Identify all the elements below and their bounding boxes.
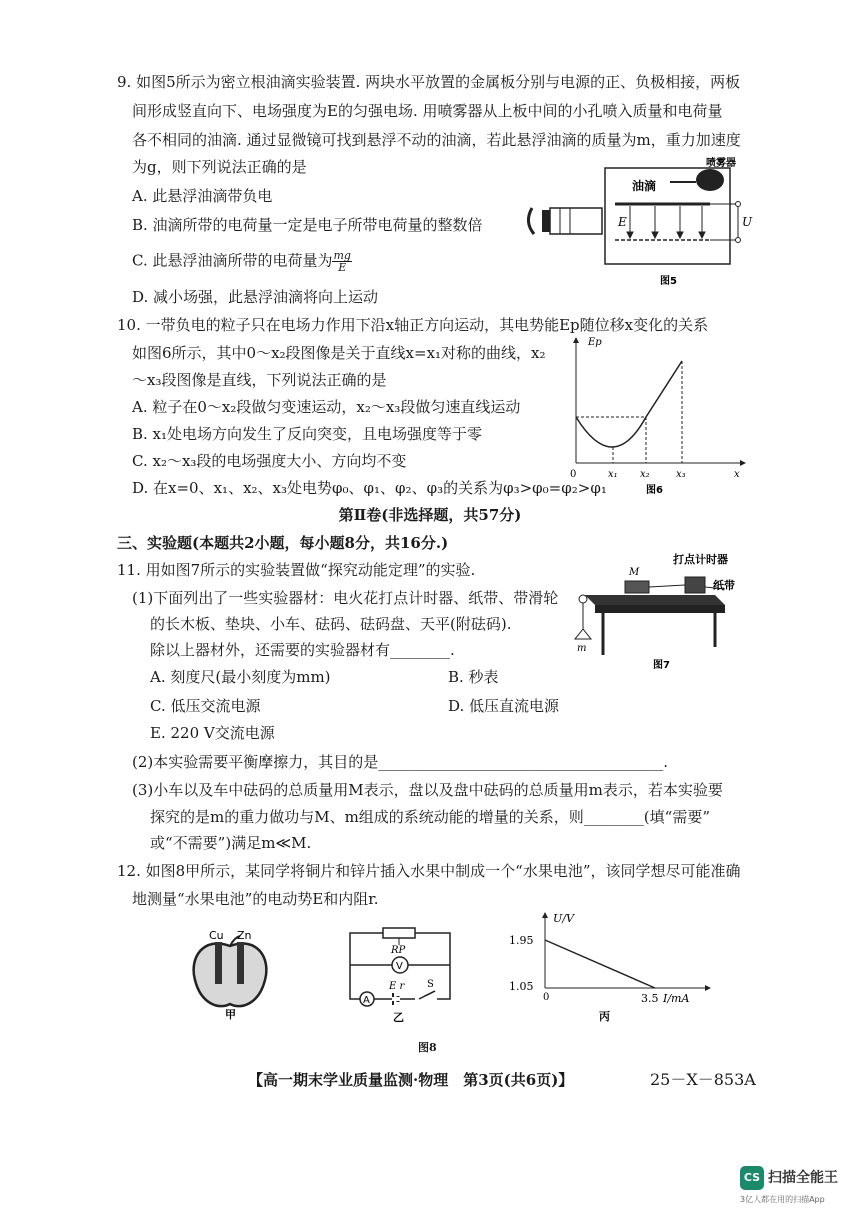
x2-tick-label: x₂ xyxy=(640,469,650,480)
q9-option-c: C. 此悬浮油滴所带的电荷量为 $\frac{mg}{E}$ xyxy=(132,249,351,274)
hanging-mass-label: m xyxy=(577,643,587,654)
copper-label: Cu xyxy=(209,929,224,942)
field-e-label: E xyxy=(618,215,627,229)
q11-option-c: C. 低压交流电源 xyxy=(150,697,261,715)
q10-option-c: C. x₂～x₃段的电场强度大小、方向均不变 xyxy=(132,452,407,470)
i-axis-label: I/mA xyxy=(663,992,690,1005)
figure8-caption: 图8 xyxy=(418,1041,437,1054)
oil-label: 油滴 xyxy=(632,179,657,193)
switch-label: S xyxy=(427,979,434,990)
q9-line4: 为g，则下列说法正确的是 xyxy=(132,158,307,176)
q11-p1-line1: (1)下面列出了一些实验器材：电火花打点计时器、纸带、带滑轮 xyxy=(132,589,559,607)
q10-line3: ～x₃段图像是直线，下列说法正确的是 xyxy=(132,371,387,389)
voltmeter-symbol: V xyxy=(396,961,403,972)
q11-line1: 11. 用如图7所示的实验装置做“探究动能定理”的实验. xyxy=(117,561,476,579)
q11-p3-line1: (3)小车以及车中砝码的总质量用M表示，盘以及盘中砝码的总质量用m表示，若本实验要 xyxy=(132,781,723,799)
q12-line1: 12. 如图8甲所示，某同学将铜片和锌片插入水果中制成一个“水果电池”，该同学想尽可能准确 xyxy=(117,862,741,880)
timer-label: 打点计时器 xyxy=(673,553,728,566)
q11-option-e: E. 220 V交流电源 xyxy=(150,724,275,742)
camscanner-name: 扫描全能王 xyxy=(768,1170,838,1186)
q10-line2: 如图6所示，其中0～x₂段图像是关于直线x=x₁对称的曲线，x₂ xyxy=(132,344,546,362)
figure6-ep-x-graph xyxy=(560,335,745,495)
figure7-dynamics-setup xyxy=(565,555,735,670)
ammeter-symbol: A xyxy=(363,995,370,1006)
q9-line3: 各不相同的油滴. 通过显微镜可找到悬浮不动的油滴，若此悬浮油滴的质量为m，重力加速度 xyxy=(132,131,741,149)
figure5-millikan-apparatus xyxy=(520,158,753,290)
voltage-u-label: U xyxy=(742,215,753,229)
figure5-caption: 图5 xyxy=(660,276,677,287)
q9-option-b: B. 油滴所带的电荷量一定是电子所带电荷量的整数倍 xyxy=(132,216,483,234)
x3-tick-label: x₃ xyxy=(676,469,686,480)
graph-origin: 0 xyxy=(543,992,550,1003)
q9-line2: 间形成竖直向下、电场强度为E的匀强电场. 用喷雾器从上板中间的小孔喷入质量和电荷量 xyxy=(132,102,723,120)
figure8-bing-label: 丙 xyxy=(599,1010,610,1023)
q11-option-b: B. 秒表 xyxy=(448,668,499,686)
u-axis-label: U/V xyxy=(553,912,574,925)
q11-option-a: A. 刻度尺(最小刻度为mm) xyxy=(150,668,331,686)
q10-line1: 10. 一带负电的粒子只在电场力作用下沿x轴正方向运动，其电势能Ep随位移x变化的关系 xyxy=(117,316,709,334)
camscanner-logo: CS xyxy=(740,1166,764,1190)
y-tick-top: 1.95 xyxy=(509,934,534,947)
q10-option-b: B. x₁处电场方向发生了反向突变，且电场强度等于零 xyxy=(132,425,483,443)
q11-part2: (2)本实验需要平衡摩擦力，其目的是______________________________________. xyxy=(132,753,669,771)
part2-heading: 第Ⅱ卷(非选择题，共57分) xyxy=(338,506,522,524)
figure8b-circuit xyxy=(345,925,455,1025)
y-tick-bottom: 1.05 xyxy=(509,980,534,993)
q9-option-a: A. 此悬浮油滴带负电 xyxy=(132,187,273,205)
q11-p3-line2: 探究的是m的重力做功与M、m组成的系统动能的增量的关系，则________(填“需要” xyxy=(150,808,710,826)
figure7-caption: 图7 xyxy=(653,660,670,671)
sprayer-label: 喷雾器 xyxy=(706,158,736,169)
figure8-yi-label: 乙 xyxy=(393,1011,404,1024)
q10-option-d: D. 在x=0、x₁、x₂、x₃处电势φ₀、φ₁、φ₂、φ₃的关系为φ₃>φ₀=φ₂>φ₁ xyxy=(132,479,607,497)
ep-curve xyxy=(576,361,682,447)
ep-axis-label: Ep xyxy=(588,337,602,348)
figure8-jia-label: 甲 xyxy=(225,1008,236,1021)
q10-option-a: A. 粒子在0～x₂段做匀变速运动，x₂～x₃段做匀速直线运动 xyxy=(132,398,521,416)
origin-label: 0 xyxy=(570,469,577,480)
cart-mass-label: M xyxy=(629,567,640,578)
emf-label: E r xyxy=(389,981,405,992)
figure6-caption: 图6 xyxy=(646,485,663,496)
zinc-label: Zn xyxy=(237,929,252,942)
figure8c-ui-graph xyxy=(505,910,715,1025)
q9-line1: 9. 如图5所示为密立根油滴实验装置. 两块水平放置的金属板分别与电源的正、负极相接，两板 xyxy=(117,73,741,91)
rheostat-label: RP xyxy=(391,945,406,956)
q11-p1-line2: 的长木板、垫块、小车、砝码、砝码盘、天平(附砝码). xyxy=(150,615,512,633)
x-tick-end: 3.5 xyxy=(641,992,659,1005)
q11-p3-line3: 或“不需要”)满足m≪M. xyxy=(150,834,312,852)
ui-data-line xyxy=(545,940,655,988)
x1-tick-label: x₁ xyxy=(608,469,618,480)
tape-label: 纸带 xyxy=(713,579,735,592)
q9-option-d: D. 减小场强，此悬浮油滴将向上运动 xyxy=(132,288,379,306)
q11-option-d: D. 低压直流电源 xyxy=(448,697,560,715)
figure8a-fruit-battery xyxy=(185,928,275,1020)
q11-p1-line3: 除以上器材外，还需要的实验器材有________. xyxy=(150,641,455,659)
footer-info: 【高一期末学业质量监测·物理 第3页(共6页)】 xyxy=(248,1071,574,1089)
x-axis-label: x xyxy=(734,469,740,480)
section3-heading: 三、实验题(本题共2小题，每小题8分，共16分.) xyxy=(117,534,449,552)
q12-line2: 地测量“水果电池”的电动势E和内阻r. xyxy=(132,890,379,908)
fraction-mg-over-e: $\frac{mg}{E}$ xyxy=(333,249,351,274)
camscanner-tagline: 3亿人都在用的扫描App xyxy=(740,1195,825,1204)
exam-code: 25－X－853A xyxy=(650,1070,756,1089)
